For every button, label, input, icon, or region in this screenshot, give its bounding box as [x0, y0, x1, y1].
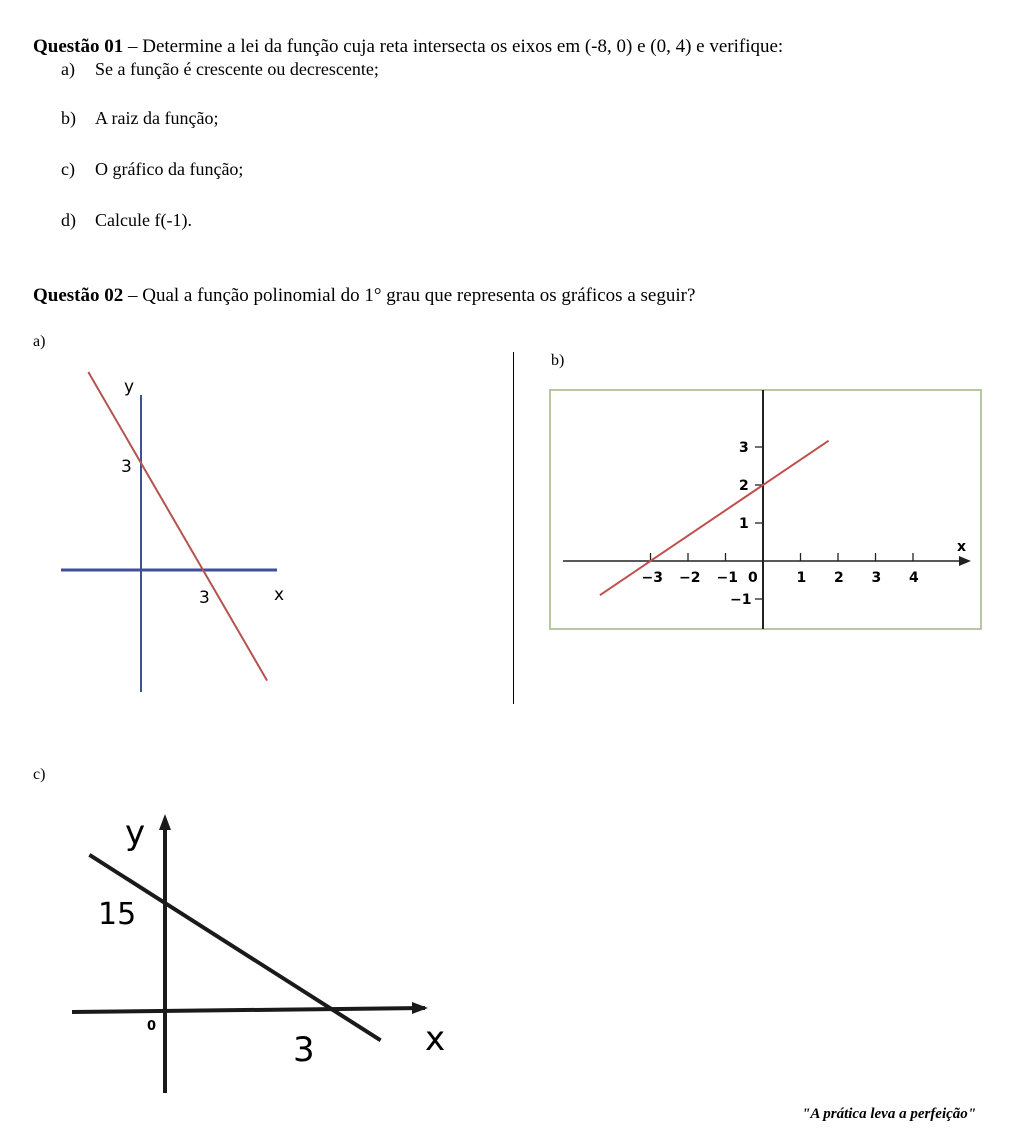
q1-item-a-label: a)	[61, 59, 75, 79]
q1-item-b-text: A raiz da função;	[95, 108, 219, 128]
graph-b-xlabel: x	[957, 539, 967, 555]
graph-b-y-tick-label: 2	[739, 478, 749, 494]
graph-c-x-arrow-icon	[412, 1002, 428, 1014]
question-01-number: Questão 01	[33, 36, 124, 57]
graph-c-y-arrow-icon	[159, 814, 171, 830]
question-02-text: – Qual a função polinomial do 1° grau que representa os gráficos a seguir?	[128, 285, 696, 306]
graph-c-xtick-3: 3	[293, 1030, 315, 1070]
q2-label-b: b)	[551, 352, 565, 369]
graph-c-xlabel: x	[425, 1019, 446, 1059]
q1-item-c-label: c)	[61, 159, 75, 179]
graph-a-xlabel: x	[274, 585, 285, 605]
graph-b-x-tick-label: −1	[716, 570, 738, 586]
q1-item-d-label: d)	[61, 210, 76, 230]
q2-label-c: c)	[33, 766, 46, 783]
graph-c	[60, 808, 480, 1098]
graph-b-x-tick-label: 4	[909, 570, 919, 586]
graph-b-y-tick-label: −1	[730, 592, 752, 608]
graph-c-ytick-15: 15	[98, 897, 137, 932]
graph-b-frame	[550, 390, 981, 629]
graph-b-x-tick-label: 3	[871, 570, 882, 586]
graph-b-y-tick-label: 3	[739, 440, 749, 456]
graph-c-ylabel: y	[125, 813, 146, 853]
q1-item-a-text: Se a função é crescente ou decrescente;	[95, 59, 379, 79]
q1-item-b-label: b)	[61, 108, 76, 128]
graph-b-x-tick-label: 2	[834, 570, 844, 586]
graph-a	[55, 370, 285, 700]
question-02-heading	[33, 285, 695, 307]
column-divider	[513, 352, 514, 704]
q1-item-c-text: O gráfico da função;	[95, 159, 244, 179]
graph-b-x-tick-label: −3	[641, 570, 663, 586]
graph-a-ylabel: y	[124, 377, 135, 397]
question-02-number: Questão 02	[33, 285, 124, 306]
q1-item-c	[61, 158, 243, 180]
q1-item-d	[61, 209, 192, 231]
graph-c-x-axis	[72, 1008, 425, 1012]
graph-b-y-tick-label: 1	[739, 516, 749, 532]
graph-b	[549, 389, 983, 632]
q1-item-d-text: Calcule f(-1).	[95, 210, 192, 230]
graph-b-x-tick-label: −2	[679, 570, 701, 586]
graph-a-xtick-3: 3	[199, 588, 210, 608]
question-01-heading	[33, 36, 783, 58]
question-01-text: – Determine a lei da função cuja reta intersecta os eixos em (-8, 0) e (0, 4) e verifique:	[128, 36, 784, 57]
q1-item-b	[61, 107, 218, 129]
motto-text: "A prática leva a perfeição"	[802, 1106, 977, 1122]
graph-b-x-tick-label: 0	[748, 570, 758, 586]
graph-b-x-tick-label: 1	[796, 570, 807, 586]
graph-a-line	[88, 372, 267, 681]
graph-a-ytick-3: 3	[121, 457, 132, 477]
graph-c-origin-label: 0	[147, 1019, 157, 1034]
q2-label-a: a)	[33, 333, 46, 350]
q1-item-a	[61, 58, 379, 80]
